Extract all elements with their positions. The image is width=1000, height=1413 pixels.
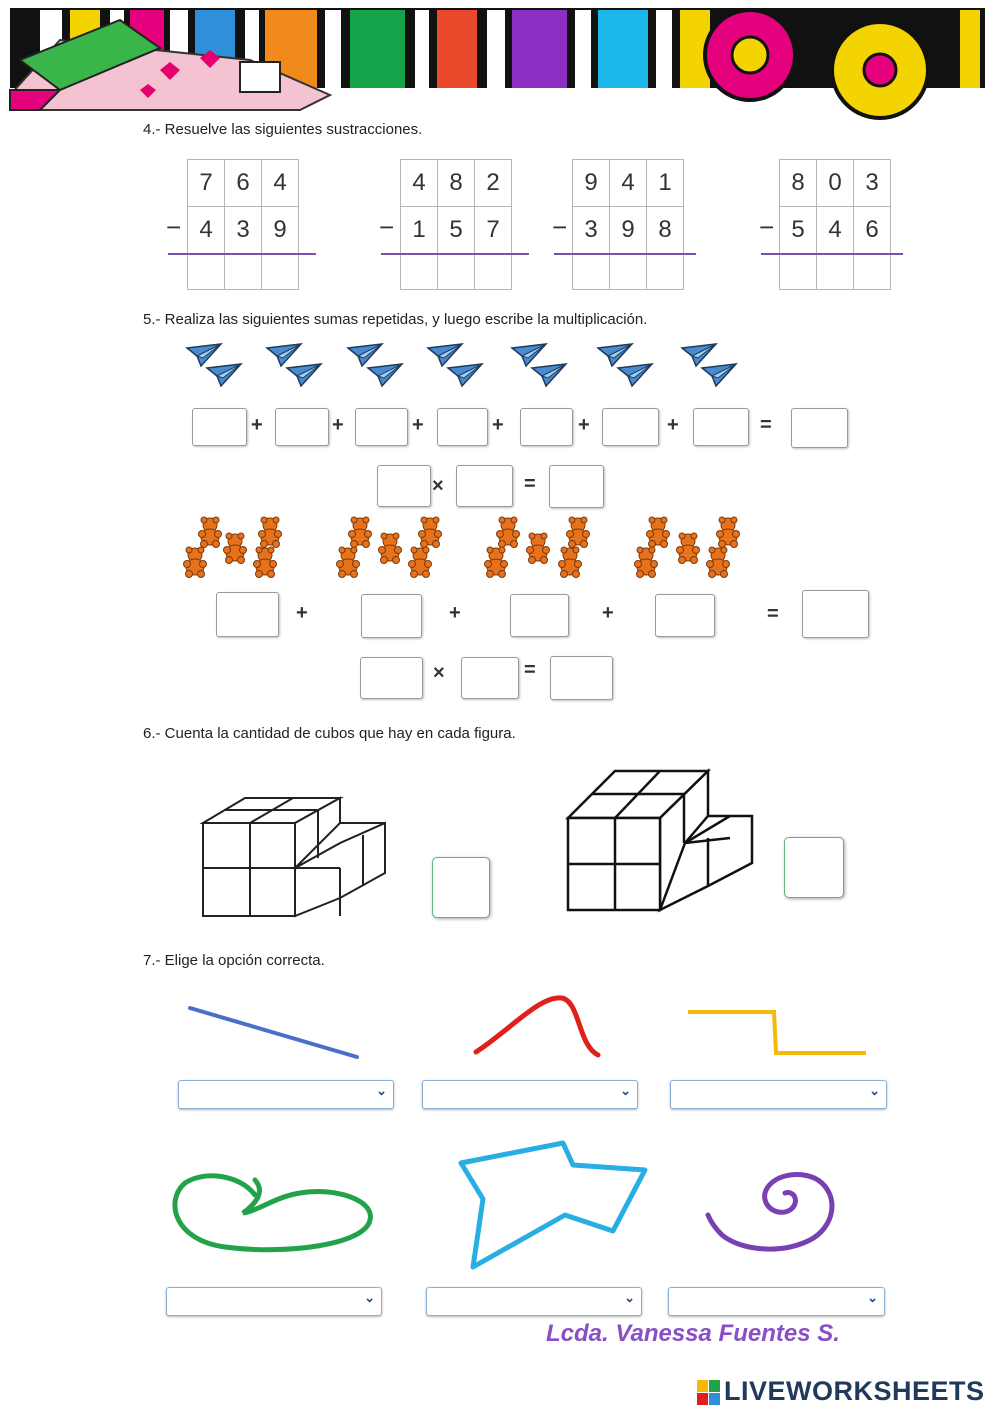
answer-box[interactable] [355, 408, 408, 446]
answer-box[interactable] [510, 594, 569, 637]
answer-cell[interactable] [647, 254, 684, 290]
digit: 8 [438, 159, 475, 207]
plus-sign: + [667, 414, 679, 436]
spiral-drawing [700, 1155, 865, 1260]
paper-plane-icons [185, 342, 745, 392]
chevron-down-icon: ⌄ [869, 1083, 880, 1098]
answer-dropdown[interactable] [166, 1287, 382, 1316]
header-banner [0, 0, 1000, 120]
author-signature: Lcda. Vanessa Fuentes S. [546, 1320, 840, 1347]
teddy-bear-icons [178, 515, 748, 585]
chevron-down-icon: ⌄ [364, 1290, 375, 1305]
digit: 6 [225, 159, 262, 207]
paper-plane-icon [428, 344, 482, 386]
chevron-down-icon: ⌄ [376, 1083, 387, 1098]
minus-sign: − [379, 212, 395, 242]
answer-box[interactable] [791, 408, 848, 448]
paper-plane-icon [512, 344, 566, 386]
answer-dropdown[interactable] [668, 1287, 885, 1316]
sum-line [554, 253, 696, 255]
teddy-bear-icon [635, 517, 740, 578]
answer-dropdown[interactable] [178, 1080, 394, 1109]
answer-cell[interactable] [780, 254, 817, 290]
paper-plane-icon [682, 344, 736, 386]
teddy-bear-icon [337, 517, 442, 578]
q6-heading: 6.- Cuenta la cantidad de cubos que hay en cada figura. [143, 725, 516, 742]
digit: 3 [854, 159, 891, 207]
minus-sign: − [552, 212, 568, 242]
digit: 4 [401, 159, 438, 207]
closed-curve-drawing [165, 1165, 380, 1260]
equals-sign: = [760, 414, 772, 436]
answer-cell[interactable] [188, 254, 225, 290]
digit: 3 [573, 207, 610, 254]
answer-box[interactable] [192, 408, 247, 446]
sum-line [381, 253, 529, 255]
answer-box[interactable] [549, 465, 604, 508]
chevron-down-icon: ⌄ [624, 1290, 635, 1305]
equals-sign: = [524, 473, 536, 495]
answer-cell[interactable] [401, 254, 438, 290]
teddy-bear-icon [485, 517, 590, 578]
answer-cell[interactable] [610, 254, 647, 290]
answer-dropdown[interactable] [422, 1080, 638, 1109]
digit: 1 [401, 207, 438, 254]
minus-sign: − [759, 212, 775, 242]
digit: 7 [475, 207, 512, 254]
plus-sign: + [449, 602, 461, 624]
digit: 0 [817, 159, 854, 207]
cube-count-answer-box[interactable] [432, 857, 490, 918]
answer-box[interactable] [216, 592, 279, 637]
answer-cell[interactable] [475, 254, 512, 290]
digit: 1 [647, 159, 684, 207]
liveworksheets-brand: LIVEWORKSHEETS [724, 1376, 985, 1406]
teddy-bear-icon [184, 517, 282, 578]
digit: 8 [780, 159, 817, 207]
answer-cell[interactable] [817, 254, 854, 290]
plus-sign: + [412, 414, 424, 436]
answer-cell[interactable] [438, 254, 475, 290]
digit: 9 [610, 207, 647, 254]
plus-sign: + [578, 414, 590, 436]
answer-box[interactable] [802, 590, 869, 638]
chevron-down-icon: ⌄ [867, 1290, 878, 1305]
paper-plane-icon [598, 344, 652, 386]
plus-sign: + [251, 414, 263, 436]
times-sign: × [432, 475, 444, 497]
q7-heading: 7.- Elige la opción correcta. [143, 952, 325, 969]
answer-box[interactable] [377, 465, 431, 507]
plus-sign: + [296, 602, 308, 624]
digit: 3 [225, 207, 262, 254]
digit: 8 [647, 207, 684, 254]
paper-plane-icon [348, 344, 402, 386]
sum-line [168, 253, 316, 255]
answer-cell[interactable] [854, 254, 891, 290]
answer-box[interactable] [655, 594, 715, 637]
digit: 9 [262, 207, 299, 254]
answer-box[interactable] [550, 656, 613, 700]
liveworksheets-logo-icon [697, 1380, 721, 1406]
digit: 5 [438, 207, 475, 254]
answer-box[interactable] [456, 465, 513, 507]
chevron-down-icon: ⌄ [620, 1083, 631, 1098]
digit: 4 [262, 159, 299, 207]
minus-sign: − [166, 212, 182, 242]
polygon-drawing [455, 1135, 655, 1275]
answer-dropdown[interactable] [670, 1080, 887, 1109]
digit: 4 [817, 207, 854, 254]
answer-box[interactable] [361, 594, 422, 638]
answer-cell[interactable] [573, 254, 610, 290]
cube-figure-2 [560, 768, 760, 918]
answer-box[interactable] [275, 408, 329, 446]
digit: 5 [780, 207, 817, 254]
answer-box[interactable] [693, 408, 749, 446]
answer-cell[interactable] [262, 254, 299, 290]
times-sign: × [433, 662, 445, 684]
answer-box[interactable] [461, 657, 519, 699]
sum-line [761, 253, 903, 255]
broken-line-drawing [684, 1005, 874, 1060]
plus-sign: + [602, 602, 614, 624]
plus-sign: + [492, 414, 504, 436]
answer-cell[interactable] [225, 254, 262, 290]
answer-box[interactable] [437, 408, 488, 446]
equals-sign: = [524, 659, 536, 681]
answer-box[interactable] [520, 408, 573, 446]
q5-heading: 5.- Realiza las siguientes sumas repetidas, y luego escribe la multiplicación. [143, 311, 648, 328]
digit: 4 [188, 207, 225, 254]
plus-sign: + [332, 414, 344, 436]
cube-count-answer-box[interactable] [784, 837, 844, 898]
equals-sign: = [767, 603, 779, 625]
digit: 2 [475, 159, 512, 207]
digit: 6 [854, 207, 891, 254]
straight-line-drawing [185, 1000, 365, 1065]
paper-plane-icon [187, 344, 241, 386]
answer-dropdown[interactable] [426, 1287, 642, 1316]
digit: 7 [188, 159, 225, 207]
curved-line-drawing [470, 990, 610, 1060]
digit: 9 [573, 159, 610, 207]
digit: 4 [610, 159, 647, 207]
cube-figure-1 [195, 768, 395, 923]
answer-box[interactable] [360, 657, 423, 699]
paper-plane-icon [267, 344, 321, 386]
q4-heading: 4.- Resuelve las siguientes sustracciones. [143, 121, 423, 138]
answer-box[interactable] [602, 408, 659, 446]
